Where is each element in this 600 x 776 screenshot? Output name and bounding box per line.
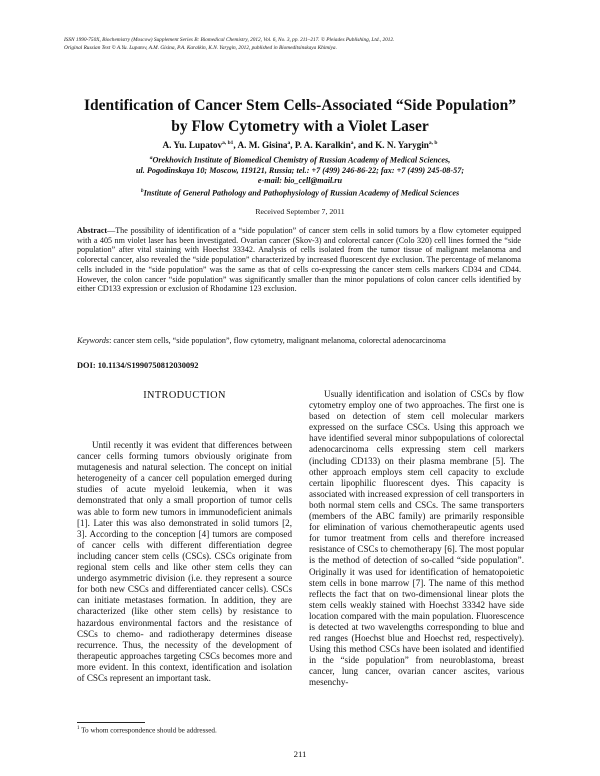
body-right-column: Usually identification and isolation of CSCs by flow cytometry employ one of two approaches. The first one is based on detection of stem cell molecular markers expressed on the surface CSCs. Using this approach we have identified several minor subpopulations of colorectal adenocarcinoma cells expressing stem cell markers (including CD133) on their plasma membrane [5]. The other approach employs stem cell capacity to exclude certain lipophilic fluorescent dyes. This capacity is associated with increased expression of cell transporters in both normal stem cells and CSCs. The same transporters (members of the ABC family) are primarily responsible for elimination of various chemotherapeutic agents used for tumor treatment from cells and therefore increased resistance of CSCs to chemotherapy [6]. The most popular is the method of detection of so-called “side population”. Originally it was used for identification of hematopoietic stem cells in bone marrow [7]. The name of this method reflects the fact that on two-dimensional linear plots the stem cells weakly stained with Hoechst 33342 have side location compared with the main population. Fluorescence is detected at two wavelengths corresponding to blue and red ranges (Hoechst blue and Hoechst red, respectively). Using this method CSCs have been isolated and identified in the “side population” from neuroblastoma, breast cancer, lung cancer, ovarian cancer ascites, various mesenchy- [309,389,524,688]
abstract [77,226,521,294]
journal-header-line-1: ISSN 1990-750X, Biochemistry (Moscow) Supplement Series B: Biomedical Chemistry, 2012, Vol. 6, No. 3, pp. 211–217. © Pleiades Publishing, Ltd., 2012. [64,37,395,43]
affiliation-a-line-2: ul. Pogodinskaya 10; Moscow, 119121, Russia; tel.: +7 (499) 246-86-22; fax: +7 (499) 245-08-57; [135,165,465,175]
author-1-affil: a, b1 [222,140,234,146]
author-2: , A. M. Gisina [233,140,288,151]
author-2-affil: a [287,140,291,146]
body-left-column: Until recently it was evident that differences between cancer cells forming tumors obviously originate from mutagenesis and natural selection. The concept on initial heterogeneity of a cancer cell population emerged during studies of acute myeloid leukemia, when it was demonstrated that only a small proportion of tumor cells was able to form new tumors in immunodeficient animals [1]. Later this was also demonstrated in solid tumors [2, 3]. According to the conception [4] tumors are composed of cancer cells with different differentiation degree including cancer stem cells (CSCs). CSCs originate from regional stem cells and like other stem cells they can undergo asymmetric division (i.e. they represent a source for both new CSCs and differentiated cancer cells). CSCs can initiate metastases formation. In addition, they are characterized (like other stem cells) by resistance to hazardous environmental factors and the resistance of CSCs to chemo- and radiotherapy determines disease recurrence. Thus, the necessity of the development of therapeutic approaches targeting CSCs becomes more and more evident. In this context, identification and isolation of CSCs represent an important task. [77,440,292,683]
journal-header [64,37,544,52]
article-title-line-1: Identification of Cancer Stem Cells-Associated “Side Population” [84,97,516,114]
affiliation-b: $^b$Institute of General Pathology and Pathophysiology of Russian Academy of Medical Sciences [140,188,460,199]
author-3-affil: a [350,140,354,146]
author-list [40,140,560,150]
abstract-text: —The possibility of identification of a “side population” of cancer stem cells in solid tumors by a flow cytometer equipped with a 405 nm violet laser has been investigated. Ovarian cancer (Skov-3) and colorectal cancer (Colo 320) cell lines formed the “side population” after vital staining with Hoechst 33342. Analysis of cells isolated from the tumor tissue of malignant melanoma and colorectal cancer, also revealed the “side population” characterized by increased fluorescent dye exclusion. The percentage of melanoma cells included in the “side population” was the same as that of cells co-expressing the cancer stem cells markers CD34 and CD44. However, the colon cancer “side population” was significantly smaller than the minor populations of colon cancer cells identified by either CD133 expression or exclusion of Rhodamine 123 exclusion. [77,226,521,294]
affiliation-a-marker: a [149,155,153,161]
keywords-label: Keywords [77,336,110,345]
affiliation-a-line-1: $^a$Orekhovich Institute of Biomedical Chemistry of Russian Academy of Medical Sciences, [149,155,451,165]
footnote [77,726,292,734]
author-1: A. Yu. Lupatov [162,140,223,151]
affiliations [40,153,560,199]
author-4-affil: a, b [428,140,438,146]
footnote-text: To whom correspondence should be addressed. [79,726,217,735]
page-number: 211 [293,749,307,759]
received-date: Received September 7, 2011 [255,207,345,216]
keywords-text: : cancer stem cells, “side population”, flow cytometry, malignant melanoma, colorectal adenocarcinoma [109,336,446,345]
article-title [40,95,560,137]
journal-header-line-2: Original Russian Text © A.Yu. Lupatov, A.M. Gisina, P.A. Karalkin, K.N. Yarygin, 2012, published in Biomeditsinskaya Khimiya. [64,44,337,51]
author-4: , and K. N. Yarygin [353,140,429,151]
footnote-marker: 1 [77,726,80,731]
footnote-divider [77,722,145,723]
affiliation-b-marker: b [140,188,144,195]
doi: DOI: 10.1134/S1990750812030092 [77,361,199,370]
author-3: , P. A. Karalkin [290,140,351,151]
keywords [77,336,521,346]
affiliation-email: e-mail: bio_cell@mail.ru [257,176,343,186]
section-heading: INTRODUCTION [143,390,226,401]
article-title-line-2: by Flow Cytometry with a Violet Laser [171,118,429,135]
abstract-label: Abstract [77,226,108,235]
